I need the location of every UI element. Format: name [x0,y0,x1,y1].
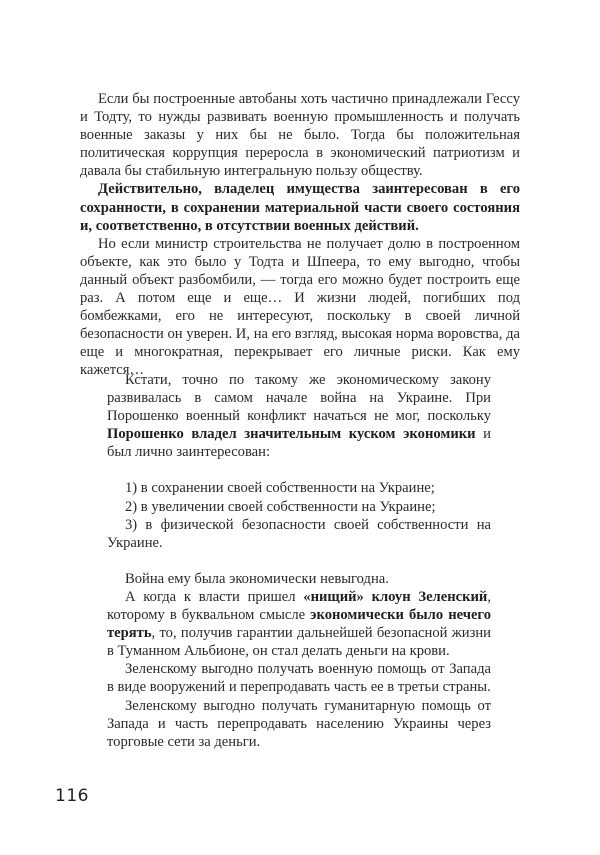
paragraph-military-aid: Зеленскому выгодно получать военную помощь от Запада в виде вооружений и перепродавать часть ее в третьи страны. [107,661,491,696]
bold-owner-interest: Действительно, владелец имущества заинтересован в его сохранности, в сохранении материальной части своего состояния и, соответственно, в отсутствии военных действий. [80,181,520,234]
paragraph-zelensky [107,588,491,660]
page-number: 116 [55,786,89,806]
paragraph-war-unprofitable: Война ему была экономически невыгодна. [125,570,389,587]
list-item-1: 1) в сохранении своей собственности на Украине; [125,480,435,497]
bold-poroshenko: Порошенко владел значительным куском экономики [107,426,476,443]
paragraph-minister: Но если министр строительства не получает долю в построенном объекте, как это было у Тодта и Шпеера, то ему выгодно, чтобы данный объект разбомбили, — тогда его можно будет построить еще раз. А потом еще и еще… И жизни людей, погибших под бомбежками, его не интересуют, поскольку в своей личной безопасности он уверен. И, на его взгляд, высокая норма воровства, да еще и многократная, перекрывает его личные риски. Как ему кажется… [80,235,520,379]
zelensky-text-mid: , которому в буквальном смысле [107,588,491,624]
paragraph-poroshenko [107,371,491,461]
poroshenko-text-end: и был лично заинтересован: [107,426,491,461]
bold-clown: «нищий» клоун Зеленский [303,588,488,605]
list-item-3: 3) в физической безопасности своей собственности на Украине. [107,516,491,551]
zelensky-text-end: , то, получив гарантии дальнейшей безопасной жизни в Туманном Альбионе, он стал делать деньги на крови. [107,625,491,660]
paragraph-owner-interest [80,180,520,234]
main-text-block [80,90,520,380]
bold-nothing-to-lose: экономически было нечего терять [107,607,491,642]
inset-text-block [107,371,491,751]
paragraph-autobahns: Если бы построенные автобаны хоть частично принадлежали Гессу и Тодту, то нужды развивать военную промышленность и получать военные заказы у них бы не было. Тогда бы положительная политическая коррупция переросла в экономический патриотизм и давала бы стабильную интегральную пользу обществу. [80,91,520,180]
zelensky-text-start: А когда к власти пришел [125,588,304,605]
list-item-2: 2) в увеличении своей собственности на Украине; [125,498,436,515]
paragraph-humanitarian-aid: Зеленскому выгодно получать гуманитарную помощь от Запада и часть перепродавать населению Украины через торговые сети за деньги. [107,697,491,750]
poroshenko-text-start: Кстати, точно по такому же экономическому закону развивалась в самом начале война на Украине. При Порошенко военный конфликт начаться не мог, поскольку [107,372,491,425]
